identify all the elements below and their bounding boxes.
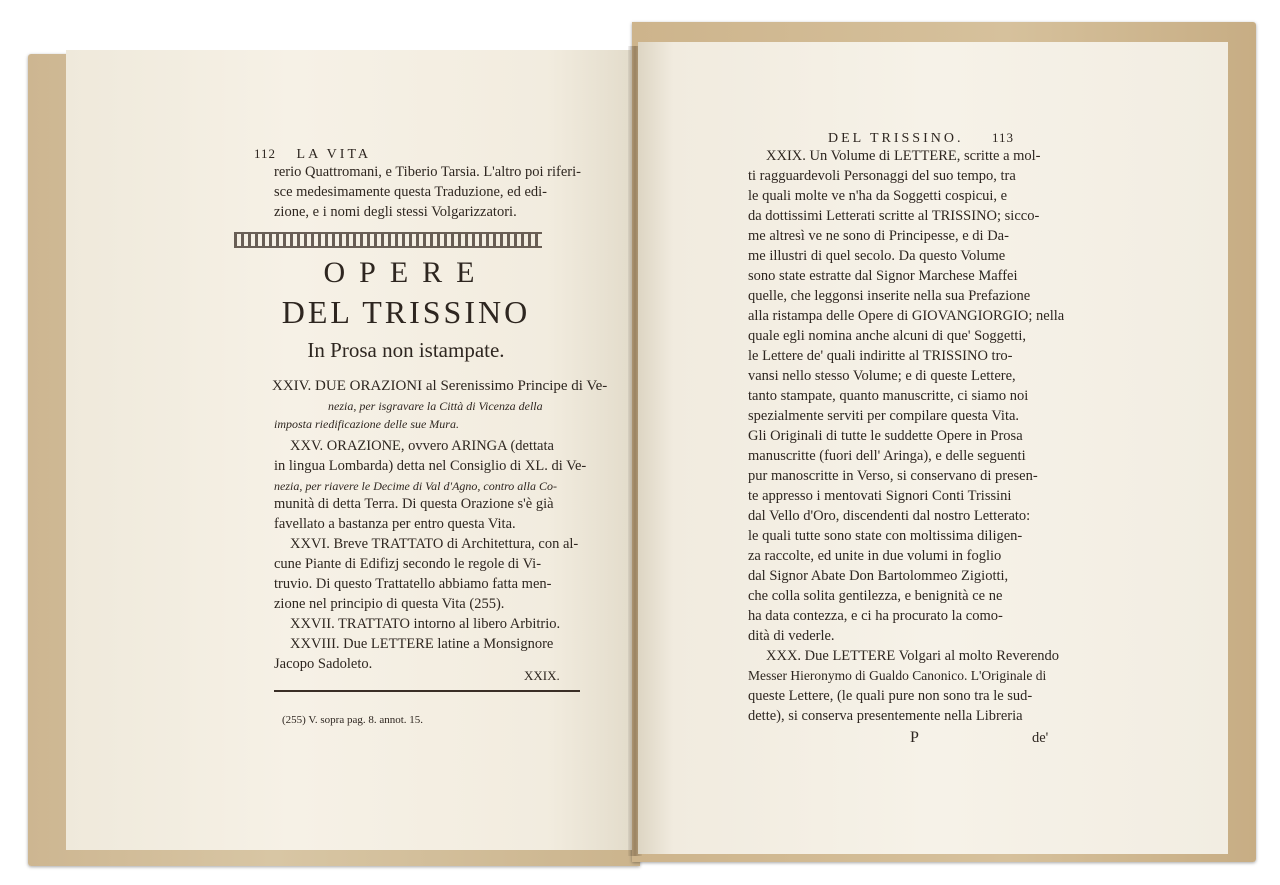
text-line: dal Signor Abate Don Bartolommeo Zigiotti, <box>748 568 1009 584</box>
entry-line: munità di detta Terra. Di questa Orazione s'è già <box>274 496 554 512</box>
entry-line: XXV. ORAZIONE, ovvero ARINGA (dettata <box>290 438 554 454</box>
text-line: dità di vederle. <box>748 628 835 644</box>
text-line: vansi nello stesso Volume; e di queste Lettere, <box>748 368 1016 384</box>
entry-line: favellato a bastanza per entro questa Vita. <box>274 516 516 532</box>
text-line: pur manoscritte in Verso, si conservano di presen- <box>748 468 1038 484</box>
entry-line: nezia, per isgravare la Città di Vicenza della <box>328 399 543 413</box>
text-line: Messer Hieronymo di Gualdo Canonico. L'Originale di <box>748 668 1047 683</box>
left-running-title: LA VITA <box>296 147 371 162</box>
text-line: za raccolte, ed unite in due volumi in foglio <box>748 548 1002 564</box>
text-line: tanto stampate, quanto manuscritte, ci siamo noi <box>748 388 1029 404</box>
text-line: me altresì ve ne sono di Principesse, e di Da- <box>748 228 1009 244</box>
right-page-number: 113 <box>991 130 1014 145</box>
text-line: XXX. Due LETTERE Volgari al molto Reverendo <box>766 648 1060 664</box>
entry-line: Jacopo Sadoleto. <box>274 656 373 672</box>
entry-line: XXIV. DUE ORAZIONI al Serenissimo Principe di Ve- <box>272 378 608 394</box>
left-page <box>66 50 632 850</box>
text-line: le Lettere de' quali indiritte al TRISSINO tro- <box>748 348 1013 364</box>
entry-line: in lingua Lombarda) detta nel Consiglio di XL. di Ve- <box>274 458 587 474</box>
text-line: manuscritte (fuori dell' Aringa), e delle seguenti <box>748 448 1026 464</box>
entry-line: truvio. Di questo Trattatello abbiamo fatta men- <box>274 576 552 592</box>
entry-line: XXVIII. Due LETTERE latine a Monsignore <box>290 636 554 652</box>
section-title-trissino: DEL TRISSINO <box>281 294 531 330</box>
text-line: quale egli nomina anche alcuni di que' Soggetti, <box>748 328 1027 344</box>
text-line: sono state estratte dal Signor Marchese Maffei <box>748 268 1018 284</box>
text-line: quelle, che leggonsi inserite nella sua Prefazione <box>748 288 1031 304</box>
text-line: Gli Originali di tutte le suddette Opere in Prosa <box>748 428 1023 444</box>
left-page-number: 112 <box>254 146 277 161</box>
left-running-head <box>254 146 371 163</box>
ornamental-band <box>234 232 542 248</box>
entry-line: XXVI. Breve TRATTATO di Architettura, con al- <box>290 536 579 552</box>
section-title-opere: OPERE <box>323 256 489 289</box>
left-top-line: zione, e i nomi degli stessi Volgarizzatori. <box>274 204 517 220</box>
text-line: XXIX. Un Volume di LETTERE, scritte a mol- <box>766 148 1041 164</box>
text-line: le quali molte ve n'ha da Soggetti cospicui, e <box>748 188 1008 204</box>
text-line: queste Lettere, (le quali pure non sono tra le sud- <box>748 688 1033 704</box>
text-line: ha data contezza, e ci ha procurato la como- <box>748 608 1003 624</box>
text-line: te appresso i mentovati Signori Conti Trissini <box>748 488 1012 504</box>
text-line: ti ragguardevoli Personaggi del suo tempo, tra <box>748 168 1016 184</box>
text-line: me illustri di quel secolo. Da questo Volume <box>748 248 1006 264</box>
entry-line: zione nel principio di questa Vita (255). <box>274 596 505 612</box>
entry-line: nezia, per riavere le Decime di Val d'Agno, contro alla Co- <box>274 479 557 493</box>
footnote-rule <box>274 690 580 692</box>
signature-mark: P <box>910 729 919 746</box>
left-top-line: rerio Quattromani, e Tiberio Tarsia. L'altro poi riferi- <box>274 164 581 180</box>
entry-line: imposta riedificazione delle sue Mura. <box>274 417 459 431</box>
text-line: spezialmente serviti per compilare questa Vita. <box>748 408 1020 424</box>
entry-line: XXVII. TRATTATO intorno al libero Arbitrio. <box>290 616 561 632</box>
right-running-head <box>828 130 1014 147</box>
text-line: dette), si conserva presentemente nella Libreria <box>748 708 1023 724</box>
text-line: da dottissimi Letterati scritte al TRISSINO; sicco- <box>748 208 1040 224</box>
right-catchword: de' <box>1032 730 1049 746</box>
entry-line: cune Piante di Edifizj secondo le regole di Vi- <box>274 556 542 572</box>
open-book <box>28 22 1256 864</box>
right-page <box>638 42 1228 854</box>
section-subtitle: In Prosa non istampate. <box>307 338 505 362</box>
text-line: alla ristampa delle Opere di GIOVANGIORGIO; nella <box>748 308 1065 324</box>
right-running-title: DEL TRISSINO. <box>828 131 964 146</box>
footnote: (255) V. sopra pag. 8. annot. 15. <box>282 714 424 726</box>
left-top-line: sce medesimamente questa Traduzione, ed edi- <box>274 184 548 200</box>
text-line: dal Vello d'Oro, discendenti dal nostro Letterato: <box>748 508 1031 524</box>
text-line: che colla solita gentilezza, e benignità ce ne <box>748 588 1003 604</box>
left-catchword: XXIX. <box>524 668 560 683</box>
text-line: le quali tutte sono state con moltissima diligen- <box>748 528 1023 544</box>
